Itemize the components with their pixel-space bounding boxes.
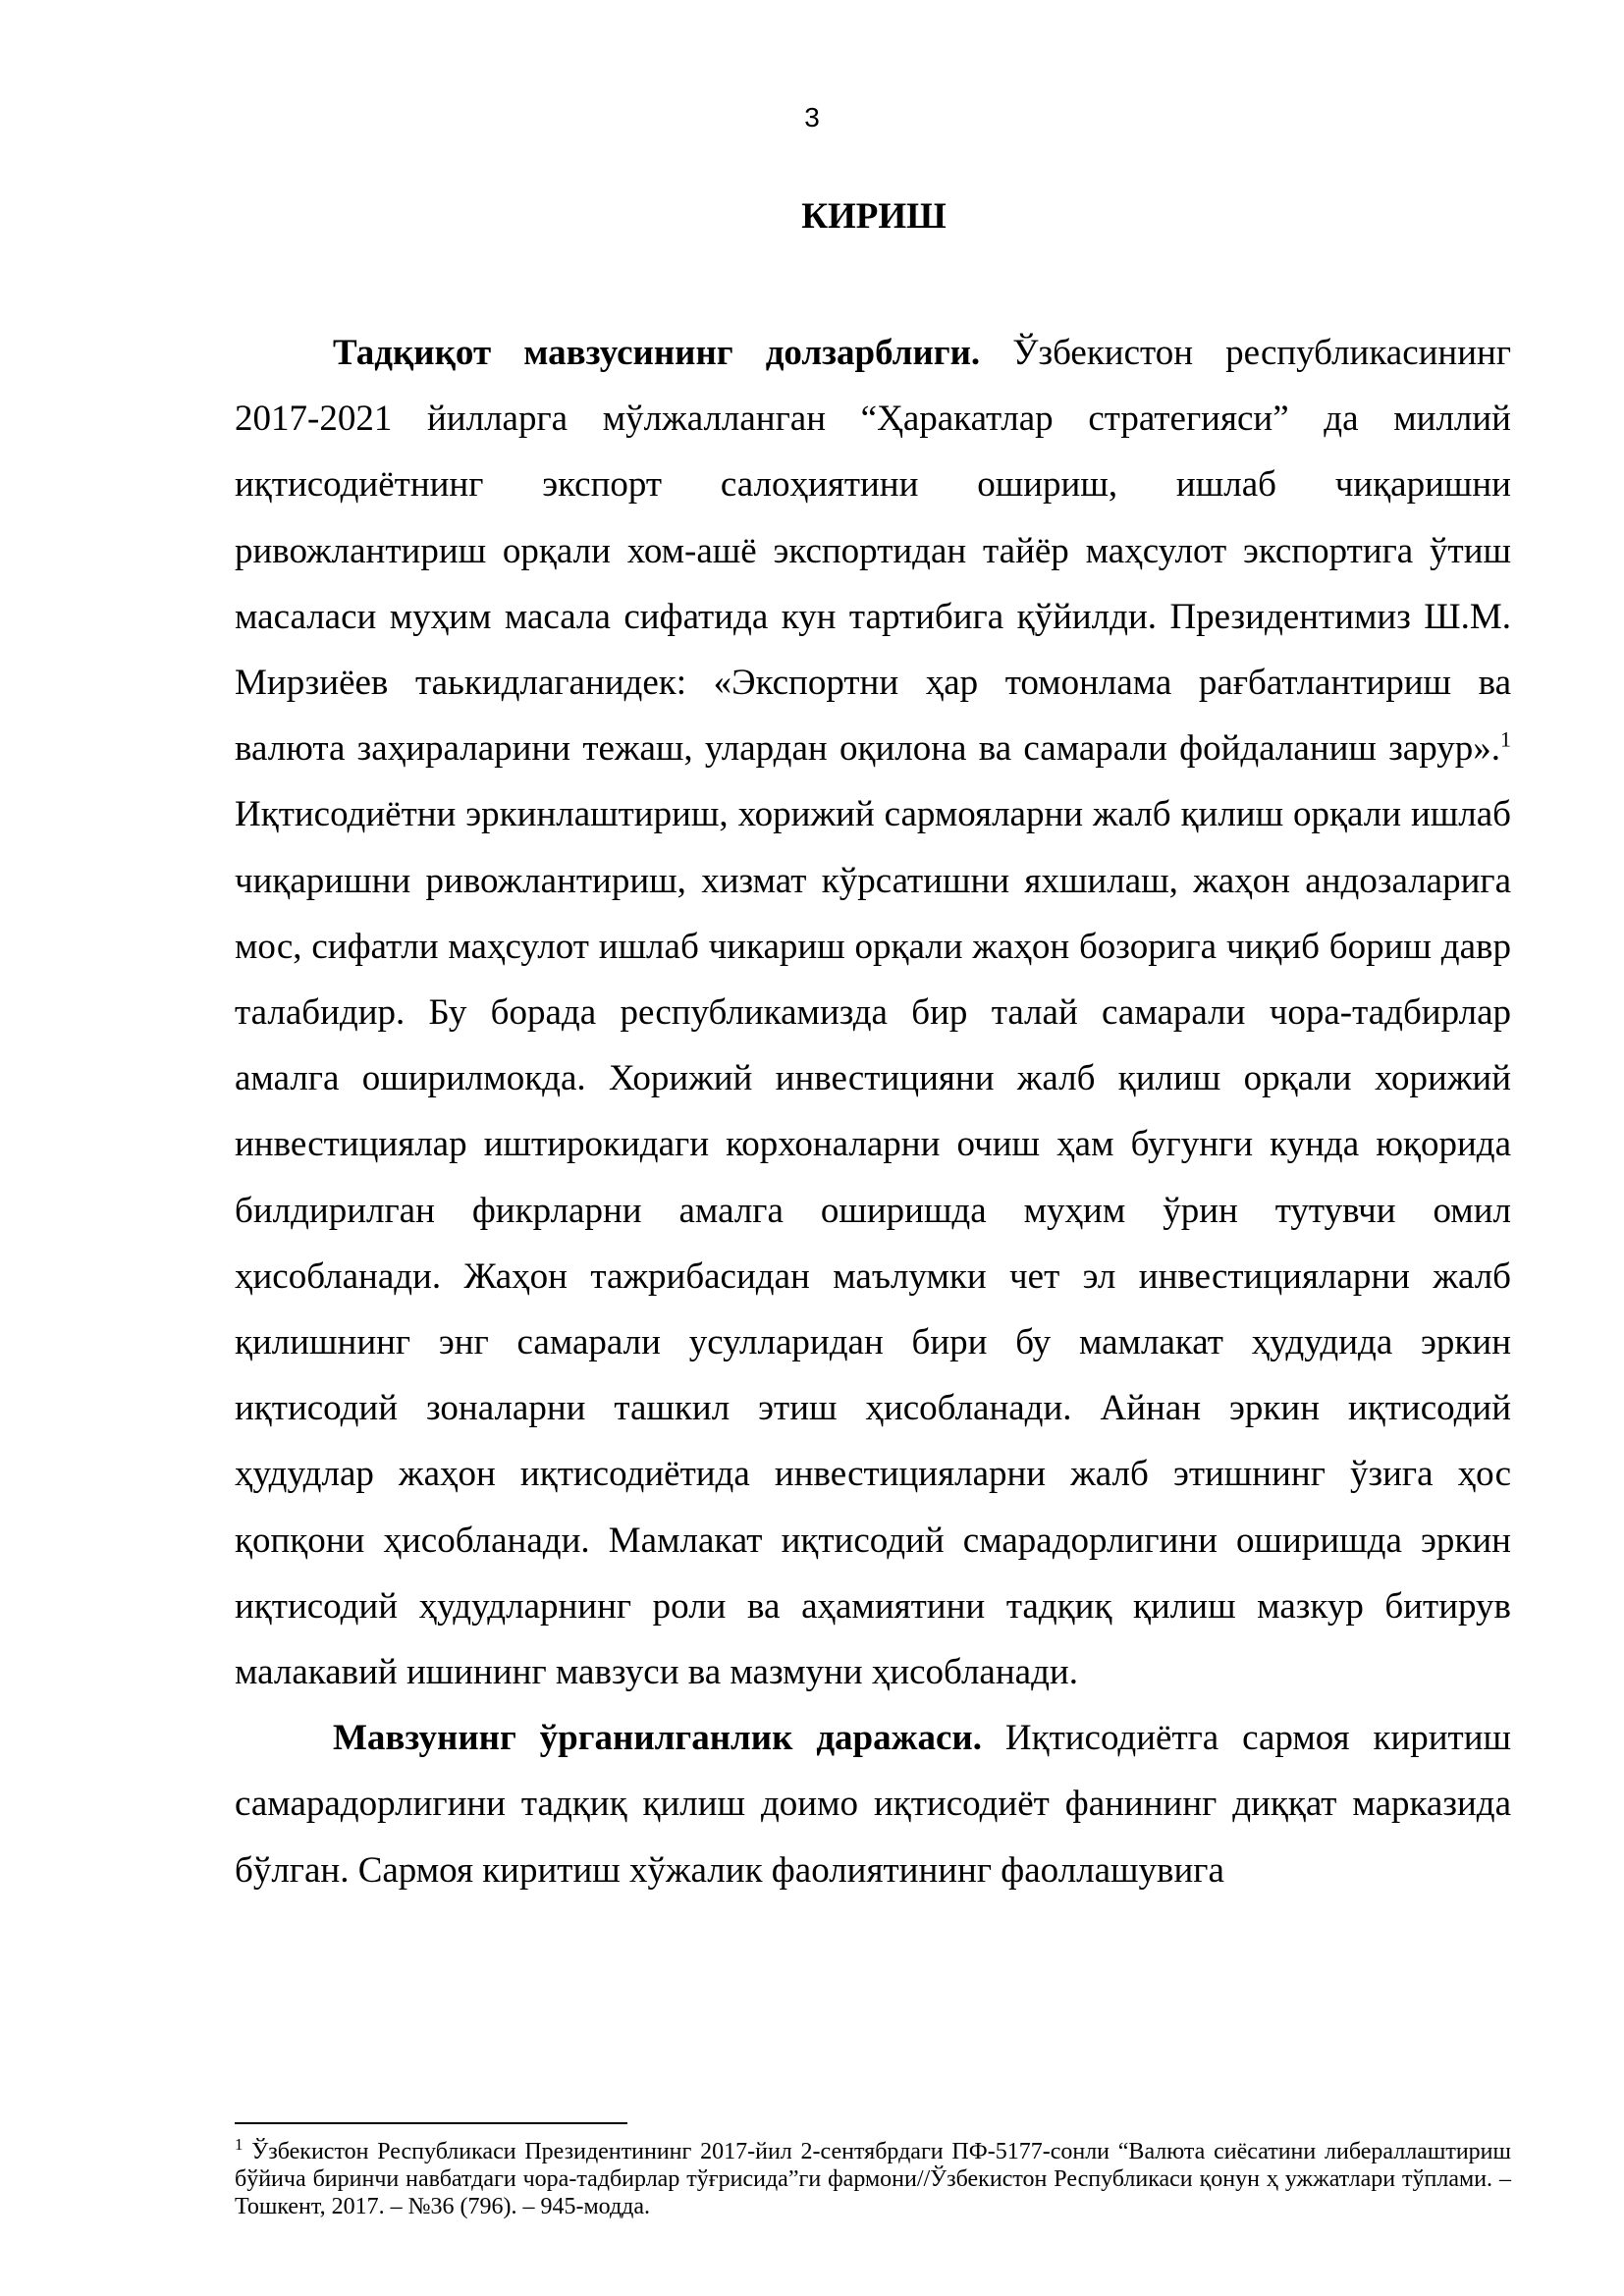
paragraph-text: Иқтисодиётга сармоя киритиш самарадорлигини тадқиқ қилиш доимо иқтисодиёт фанининг диққат марказида бўлган. Сармоя киритиш хўжалик фаолиятининг фаоллашувига bbox=[235, 1718, 1512, 1891]
footnote-marker: 1 bbox=[235, 2135, 244, 2154]
footnote-separator bbox=[235, 2122, 627, 2124]
body-text bbox=[235, 320, 1511, 1903]
page-number: 3 bbox=[804, 102, 820, 133]
footnote-reference: 1 bbox=[1500, 726, 1511, 752]
footnote bbox=[235, 2135, 1511, 2220]
paragraph-study-degree bbox=[235, 1705, 1511, 1903]
paragraph-text: Иқтисодиётни эркинлаштириш, хорижий сармояларни жалб қилиш орқали ишлаб чиқаришни ривожлантириш, хизмат кўрсатишни яхшилаш, жаҳон андозаларига мос, сифатли маҳсулот ишлаб чикариш орқали жаҳон бозорига чиқиб бориш давр талабидир. Бу борада республикамизда бир талай самарали чора-тадбирлар амалга оширилмокда. Хорижий инвестицияни жалб қилиш орқали хорижий инвестициялар иштирокидаги корхоналарни очиш ҳам бугунги кунда юқорида билдирилган фикрларни амалга оширишда муҳим ўрин тутувчи омил ҳисобланади. Жаҳон тажрибасидан маълумки чет эл инвестицияларни жалб қилишнинг энг самарали усулларидан бири бу мамлакат ҳудудида эркин иқтисодий зоналарни ташкил этиш ҳисобланади. Айнан эркин иқтисодий ҳудудлар жаҳон иқтисодиётида инвестицияларни жалб этишнинг ўзига ҳос қопқони ҳисобланади. Мамлакат иқтисодий смарадорлигини оширишда эркин иқтисодий ҳудудларнинг роли ва аҳамиятини тадқиқ қилиш мазкур битирув малакавий ишининг мавзуси ва мазмуни ҳисобланади. bbox=[235, 794, 1511, 1693]
paragraph-relevance bbox=[235, 320, 1511, 1705]
paragraph-text: Ўзбекистон республикасининг 2017-2021 йилларга мўлжалланган “Ҳаракатлар стратегияси” да миллий иқтисодиётнинг экспорт салоҳиятини ошириш, ишлаб чиқаришни ривожлантириш орқали хом-ашё экспортидан тайёр маҳсулот экспортига ўтиш масаласи муҳим масала сифатида кун тартибига қўйилди. Президентимиз Ш.М. Мирзиёев таькидлаганидек: «Экспортни ҳар томонлама рағбатлантириш ва валюта заҳираларини тежаш, улардан оқилона ва самарали фойдаланиш зарур». bbox=[235, 333, 1511, 770]
paragraph-lead: Тадқиқот мавзусининг долзарблиги. bbox=[333, 333, 981, 373]
section-heading: КИРИШ bbox=[801, 196, 947, 237]
paragraph-lead: Мавзунинг ўрганилганлик даражаси. bbox=[333, 1718, 982, 1759]
footnote-text: Ўзбекистон Республикаси Президентининг 2017-йил 2-сентябрдаги ПФ-5177-сонли “Валюта сиёсатини либераллаштириш бўйича биринчи навбатдаги чора-тадбирлар тўғрисида”ги фармони//Ўзбекистон Республикаси қонун ҳ ужжатлари тўплами. – Тошкент, 2017. – №36 (796). – 945-модда. bbox=[235, 2139, 1511, 2219]
